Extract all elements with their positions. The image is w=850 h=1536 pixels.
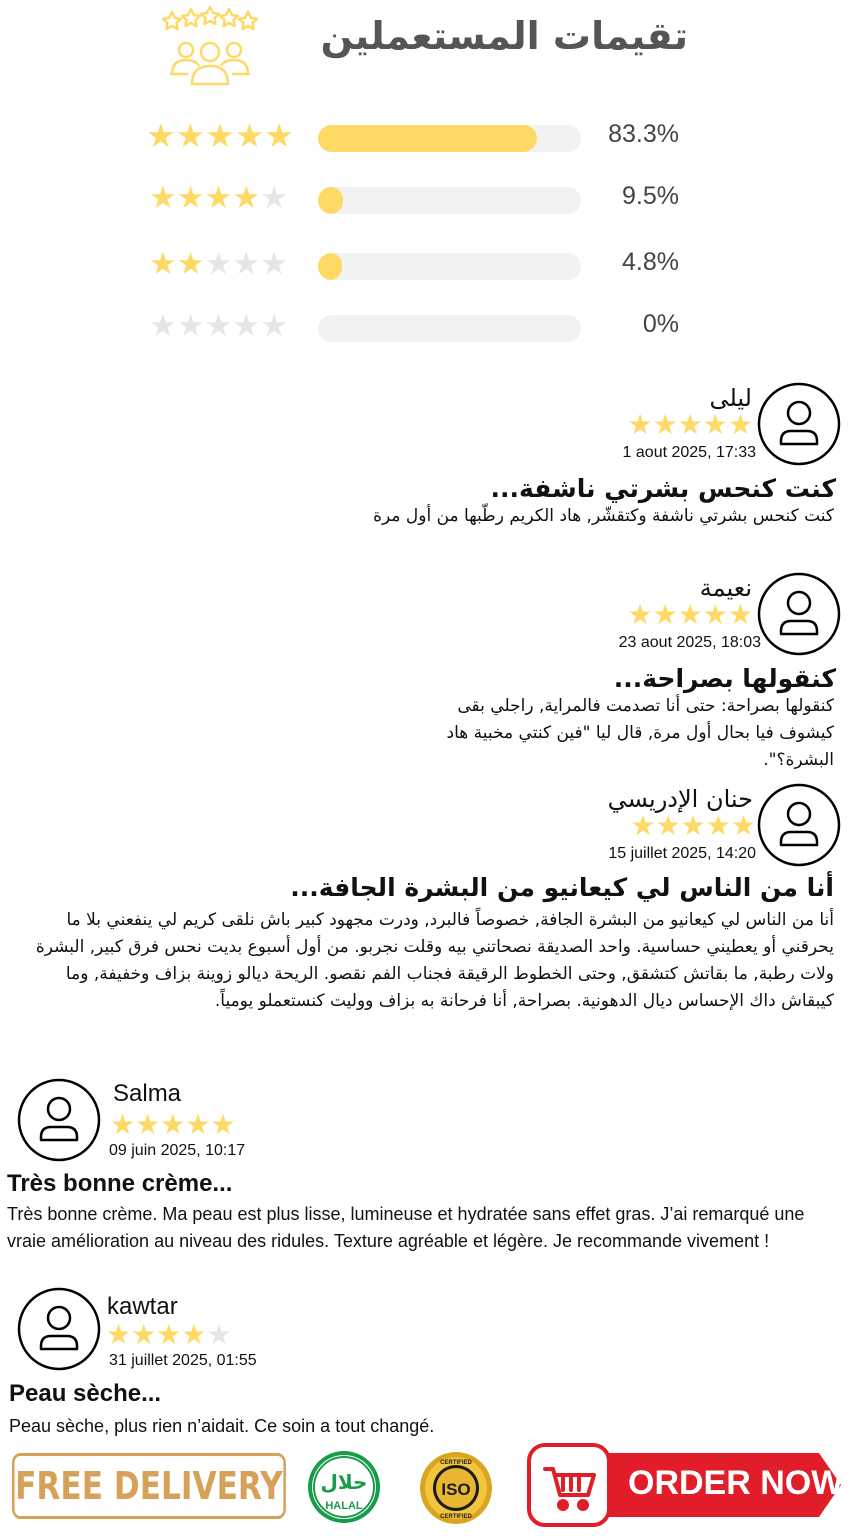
star-icon: ★ [655,809,681,842]
review-date: 23 aout 2025, 18:03 [618,634,761,651]
review-body: أنا من الناس لي كيعانيو من البشرة الجافة, خصوصاً فالبرد, ودرت مجهود كبير باش نلقى كريم لي ينفعني بلا ما يحرقني أو يعطيني حساسية. واحد الصديقة نصحاتني بيه وقلت نجربو. من أول أسبوع بديت نحس فرق كبير, البشرة ولات رطبة, ما بقاتش كتشقق, وحتى الخطوط الرقيقة فجناب الفم نقصو. الريحة ديالو زوينة بزاف وخفيفة, وما كيبقاش داك الإحساس ديال الدهونية. بصراحة, أنا فرحانة به بزاف ووليت كنستعملو يومياً. [35,910,834,1011]
distribution-stars [149,244,288,284]
review-date: 31 juillet 2025, 01:55 [109,1352,257,1369]
star-icon: ★ [234,116,265,155]
star-icon: ★ [627,598,653,631]
page-title: تقيمات المستعملين [320,14,688,58]
review-stars [630,811,756,841]
star-icon: ★ [630,809,656,842]
star-icon: ★ [149,246,177,282]
star-icon: ★ [232,246,261,282]
star-icon: ★ [677,598,703,631]
star-icon: ★ [705,809,731,842]
star-icon: ★ [204,308,233,344]
star-icon: ★ [149,308,177,344]
review-body: Peau sèche, plus rien n’aidait. Ce soin a tout changé. [9,1416,435,1436]
reviewer-name: نعيمة [699,574,752,602]
star-icon: ★ [204,180,233,216]
reviews-header [0,0,850,95]
star-icon: ★ [156,1318,182,1351]
distribution-row [0,178,850,218]
review-stars [106,1320,232,1350]
avatar-icon [757,783,841,867]
star-icon: ★ [260,308,288,344]
users-rating-icon [160,6,260,88]
star-icon: ★ [260,180,288,216]
iso-certified-badge [418,1448,494,1528]
distribution-bar [318,253,581,280]
review-title: أنا من الناس لي كيعانيو من البشرة الجافة... [290,873,834,902]
distribution-bar-fill [318,125,537,152]
distribution-bar [318,125,581,152]
distribution-bar [318,315,581,342]
star-icon: ★ [680,809,706,842]
star-icon: ★ [181,1318,207,1351]
star-icon: ★ [264,116,294,155]
review-date: 15 juillet 2025, 14:20 [608,845,756,862]
star-icon: ★ [627,408,653,441]
star-icon: ★ [176,246,205,282]
star-icon: ★ [702,408,728,441]
distribution-bar-fill [318,253,342,280]
iso-text: ISO [441,1480,471,1499]
avatar-icon [17,1078,101,1162]
review-title: Peau sèche... [9,1380,162,1407]
distribution-stars [146,116,294,156]
review-stars [627,410,753,440]
distribution-row [0,306,850,346]
distribution-percent: 0% [642,310,679,338]
star-icon: ★ [146,116,176,155]
halal-latin-text: HALAL [325,1500,363,1512]
star-icon: ★ [175,116,206,155]
distribution-bar [318,187,581,214]
reviewer-name: Salma [113,1080,182,1107]
star-icon: ★ [185,1108,211,1141]
star-icon: ★ [149,180,177,216]
star-icon: ★ [176,308,205,344]
avatar-icon [757,572,841,656]
reviewer-name: حنان الإدريسي [607,785,753,813]
halal-arabic-text: حلال [320,1470,368,1494]
star-icon: ★ [727,408,753,441]
star-icon: ★ [106,1318,132,1351]
review-date: 1 aout 2025, 17:33 [622,444,756,461]
star-icon: ★ [232,308,261,344]
footer-badges [0,1440,850,1536]
avatar-icon [757,382,841,466]
review-date: 09 juin 2025, 10:17 [109,1142,246,1159]
distribution-stars [149,178,288,218]
star-icon: ★ [160,1108,186,1141]
star-icon: ★ [730,809,756,842]
iso-bottom-text: CERTIFIED [440,1514,472,1520]
free-delivery-badge: FREE DELIVERY [12,1453,286,1519]
star-icon: ★ [205,116,235,155]
star-icon: ★ [652,598,678,631]
star-icon: ★ [206,1318,232,1351]
review-body: كنت كنحس بشرتي ناشفة وكتقشّر, هاد الكريم رطّبها من أول مرة [373,506,834,526]
review-title: Très bonne crème... [7,1170,233,1197]
iso-top-text: CERTIFIED [440,1460,472,1466]
reviewer-name: ليلى [709,384,752,412]
distribution-row [0,244,850,284]
distribution-percent: 83.3% [608,120,679,148]
star-icon: ★ [110,1108,136,1141]
order-now-label[interactable]: ORDER NOW [628,1464,844,1502]
star-icon: ★ [135,1108,161,1141]
review-body: كنقولها بصراحة: حتى أنا تصدمت فالمراية, راجلي بقى كيشوف فيا بحال أول مرة, قال ليا "فين كنتي مخبية هاد البشرة؟". [446,696,834,770]
star-icon: ★ [131,1318,157,1351]
halal-badge [306,1449,382,1525]
star-icon: ★ [204,246,233,282]
star-icon: ★ [210,1108,236,1141]
avatar-icon [17,1287,101,1371]
review-stars [110,1110,236,1140]
review-title: كنت كنحس بشرتي ناشفة... [490,474,836,503]
star-icon: ★ [727,598,753,631]
distribution-stars [149,306,288,346]
reviewer-name: kawtar [107,1293,178,1320]
star-icon: ★ [232,180,261,216]
distribution-percent: 9.5% [622,182,679,210]
star-icon: ★ [260,246,288,282]
review-title: كنقولها بصراحة... [613,664,836,693]
distribution-percent: 4.8% [622,248,679,276]
review-body: Très bonne crème. Ma peau est plus lisse, lumineuse et hydratée sans effet gras. J’ai remarqué une vraie amélioration au niveau des ridules. Texture agréable et légère. Je recommande vivement ! [7,1204,805,1251]
star-icon: ★ [702,598,728,631]
star-icon: ★ [677,408,703,441]
review-stars [627,600,753,630]
star-icon: ★ [652,408,678,441]
distribution-row [0,116,850,156]
star-icon: ★ [176,180,205,216]
distribution-bar-fill [318,187,343,214]
